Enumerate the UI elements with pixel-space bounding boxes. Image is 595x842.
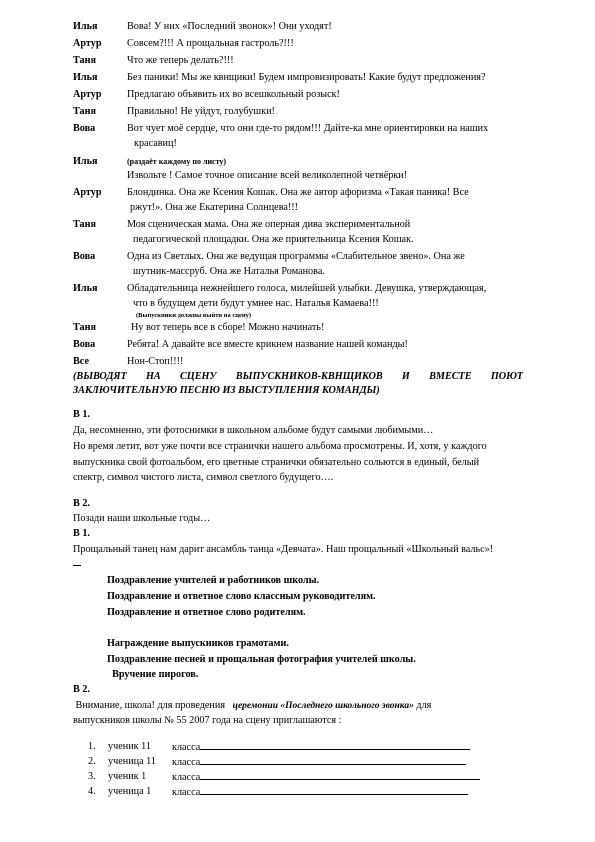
paragraph-line: выпускника свой фотоальбом, его цветные странички обязательно сольются в единый, белый <box>73 457 480 468</box>
blank-line <box>200 755 466 765</box>
program-item: Вручение пирогов. <box>107 669 199 680</box>
paragraph-line: Но время летит, вот уже почти все странички нашего альбома просмотрены. И, хотя, у каждого <box>73 441 487 452</box>
dialogue-line: педагогической площадки. Она же приятельница Ксения Кошак. <box>133 234 414 245</box>
speaker-name: Илья <box>73 283 98 294</box>
ceremony-title: церемонии «Последнего школьного звонка» <box>232 701 414 711</box>
paragraph-line: Да, несомненно, эти фотоснимки в школьном альбоме будут самыми любимыми… <box>73 425 434 436</box>
invitee-class <box>172 740 470 755</box>
text-run: для <box>413 700 432 711</box>
speaker-name: Артур <box>73 89 102 100</box>
program-item: Поздравление и ответное слово родителям. <box>107 607 306 618</box>
speaker-name: Все <box>73 356 89 367</box>
list-number: 1. <box>88 741 96 752</box>
stage-remark: (раздаёт каждому по листу) <box>127 157 227 166</box>
dialogue-line: Обладательница нежнейшего голоса, милейшей улыбки. Девушка, утверждающая, <box>127 283 487 294</box>
speaker-name: Таня <box>73 106 97 117</box>
speaker-name: Таня <box>73 219 97 230</box>
dialogue-line: Предлагаю объявить их во всешкольный розыск! <box>127 89 340 100</box>
dialogue-line: Ну вот теперь все в сборе! Можно начинать! <box>131 322 325 333</box>
speaker-name: Вова <box>73 251 96 262</box>
dialogue-line: Блондинка. Она же Ксения Кошак. Она же автор афоризма «Такая паника! Все <box>127 187 469 198</box>
speaker-name: Илья <box>73 156 98 167</box>
class-word: класса <box>172 772 201 783</box>
speaker-name: Илья <box>73 21 98 32</box>
list-number: 3. <box>88 771 96 782</box>
dialogue-line: ржут!». Она же Екатерина Солнцева!!! <box>130 202 299 213</box>
invitee-role: ученик 11 <box>108 741 151 752</box>
list-number: 4. <box>88 786 96 797</box>
section-heading: В 2. <box>73 684 90 695</box>
dialogue-line: Одна из Светлых. Она же ведущая программы «Слабительное звено». Она же <box>127 251 465 262</box>
speaker-name: Таня <box>73 322 97 333</box>
stage-direction-line: ЗАКЛЮЧИТЕЛЬНУЮ ПЕСНЮ ИЗ ВЫСТУПЛЕНИЯ КОМАНДЫ) <box>73 385 380 396</box>
section-heading: В 2. <box>73 498 90 509</box>
invitee-class <box>172 785 468 800</box>
class-word: класса <box>172 787 201 798</box>
program-item: Поздравление учителей и работников школы. <box>107 575 320 586</box>
program-item: Поздравление песней и прощальная фотография учителей школы. <box>107 654 416 665</box>
section-heading: В 1. <box>73 409 90 420</box>
program-item: Поздравление и ответное слово классным руководителям. <box>107 591 376 602</box>
speaker-name: Артур <box>73 187 102 198</box>
speaker-name: Артур <box>73 38 102 49</box>
dialogue-line: Правильно! Не уйдут, голубушки! <box>127 106 275 117</box>
invitee-class <box>172 755 466 770</box>
speaker-name: Вова <box>73 339 96 350</box>
dialogue-line: Нон-Стоп!!!! <box>127 356 184 367</box>
dialogue-line: что в будущем дети будут умнее нас. Наталья Камаева!!! <box>133 298 379 309</box>
dialogue-line: Моя сценическая мама. Она же оперная дива экспериментальной <box>127 219 411 230</box>
dialogue-line: Извольте ! Самое точное описание всей великолепной четвёрки! <box>127 170 408 181</box>
invitee-class <box>172 770 480 785</box>
paragraph-line: Позади наши школьные годы… <box>73 513 211 524</box>
speaker-name: Вова <box>73 123 96 134</box>
stage-direction <box>73 370 523 398</box>
invitee-role: ученица 1 <box>108 786 152 797</box>
dialogue-line: Что же теперь делать?!!! <box>127 55 234 66</box>
blank-line <box>200 770 480 780</box>
stage-direction-line: (ВЫВОДЯТ НА СЦЕНУ ВЫПУСКНИКОВ-КВНЩИКОВ И ВМЕСТЕ ПОЮТ <box>73 371 523 382</box>
paragraph-line: спектр, символ чистого листа, символ светлого будущего…. <box>73 472 334 483</box>
dash-mark <box>73 565 81 566</box>
dialogue-line: Вова! У них «Последний звонок»! Они уходят! <box>127 21 332 32</box>
paragraph-line: выпускников школы № 55 2007 года на сцену приглашаются : <box>73 715 342 726</box>
invitee-role: ученик 1 <box>108 771 147 782</box>
dialogue-line: шутник-массруб. Она же Наталья Романова. <box>133 266 325 277</box>
blank-line <box>200 785 468 795</box>
dialogue-line: Совсем?!!! А прощальная гастроль?!!! <box>127 38 294 49</box>
dialogue-line: Вот чует моё сердце, что они где-то рядом!!! Дайте-ка мне ориентировки на наших <box>127 123 489 134</box>
class-word: класса <box>172 757 201 768</box>
blank-line <box>200 740 470 750</box>
speaker-name: Таня <box>73 55 97 66</box>
dialogue-line: Ребята! А давайте все вместе крикнем название нашей команды! <box>127 339 408 350</box>
stage-remark: (Выпускники должны выйти на сцену) <box>136 312 252 319</box>
dialogue-line: Без паники! Мы же квнщики! Будем импровизировать! Какие будут предложения? <box>127 72 486 83</box>
list-number: 2. <box>88 756 96 767</box>
speaker-name: Илья <box>73 72 98 83</box>
section-heading: В 1. <box>73 528 90 539</box>
program-item: Награждение выпускников грамотами. <box>107 638 289 649</box>
text-run: Внимание, школа! для проведения <box>73 700 233 711</box>
invitee-role: ученица 11 <box>108 756 156 767</box>
paragraph-line: Прощальный танец нам дарит ансамбль танца «Девчата». Наш прощальный «Школьный вальс»! <box>73 544 494 555</box>
paragraph-line <box>73 699 431 713</box>
class-word: класса <box>172 742 201 753</box>
dialogue-line: красавиц! <box>134 138 177 149</box>
